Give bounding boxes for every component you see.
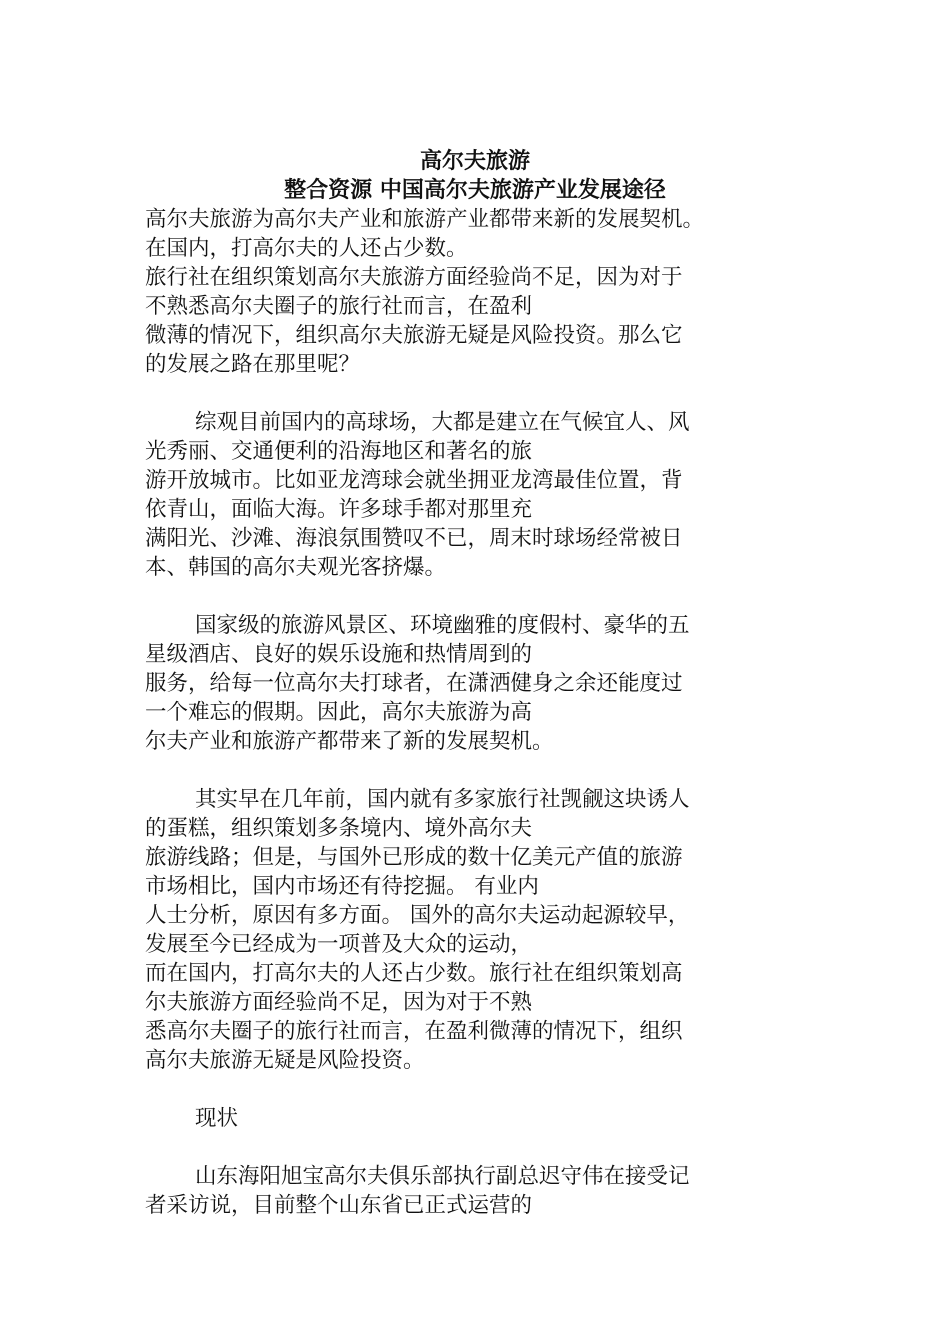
body-line: 一个难忘的假期。因此，高尔夫旅游为高 xyxy=(145,700,533,725)
body-line: 旅游线路；但是，与国外已形成的数十亿美元产值的旅游 xyxy=(145,845,683,870)
body-line: 光秀丽、交通便利的沿海地区和著名的旅 xyxy=(145,439,533,464)
body-line: 星级酒店、良好的娱乐设施和热情周到的 xyxy=(145,642,533,667)
body-line: 旅行社在组织策划高尔夫旅游方面经验尚不足，因为对于 xyxy=(145,265,683,290)
paragraph-gap xyxy=(145,379,945,408)
body-line: 其实早在几年前，国内就有多家旅行社觊觎这块诱人 xyxy=(195,787,690,812)
body-line: 国家级的旅游风景区、环境幽雅的度假村、豪华的五 xyxy=(195,613,690,638)
body-line: 的发展之路在那里呢？ xyxy=(145,352,361,377)
body-line: 而在国内，打高尔夫的人还占少数。旅行社在组织策划高 xyxy=(145,961,683,986)
body-line: 的蛋糕，组织策划多条境内、境外高尔夫 xyxy=(145,816,533,841)
body-line: 尔夫产业和旅游产都带来了新的发展契机。 xyxy=(145,729,554,754)
body-line: 悉高尔夫圈子的旅行社而言，在盈利微薄的情况下，组织 xyxy=(145,1019,683,1044)
body-line: 综观目前国内的高球场，大都是建立在气候宜人、风 xyxy=(195,410,690,435)
body-line: 高尔夫旅游无疑是风险投资。 xyxy=(145,1048,425,1073)
paragraph-gap xyxy=(145,756,945,785)
document-body xyxy=(145,205,945,1220)
body-line: 服务，给每一位高尔夫打球者，在潇洒健身之余还能度过 xyxy=(145,671,683,696)
body-line: 山东海阳旭宝高尔夫俱乐部执行副总迟守伟在接受记 xyxy=(195,1164,690,1189)
body-line: 者采访说，目前整个山东省已正式运营的 xyxy=(145,1193,533,1218)
body-line: 游开放城市。比如亚龙湾球会就坐拥亚龙湾最佳位置，背 xyxy=(145,468,683,493)
paragraph-gap xyxy=(145,582,945,611)
body-line: 发展至今已经成为一项普及大众的运动， xyxy=(145,932,533,957)
body-line: 高尔夫旅游为高尔夫产业和旅游产业都带来新的发展契机。 xyxy=(145,207,705,232)
body-line: 市场相比，国内市场还有待挖掘。 有业内 xyxy=(145,874,539,899)
body-line: 不熟悉高尔夫圈子的旅行社而言，在盈利 xyxy=(145,294,533,319)
body-line: 依青山，面临大海。许多球手都对那里充 xyxy=(145,497,533,522)
document-subtitle: 整合资源 中国高尔夫旅游产业发展途径 xyxy=(284,177,666,203)
document-title: 高尔夫旅游 xyxy=(419,148,530,174)
paragraph-gap xyxy=(145,1133,945,1162)
body-line: 人士分析，原因有多方面。 国外的高尔夫运动起源较早， xyxy=(145,903,690,928)
body-line: 微薄的情况下，组织高尔夫旅游无疑是风险投资。那么它 xyxy=(145,323,683,348)
paragraph-gap xyxy=(145,1075,945,1104)
section-heading: 现状 xyxy=(195,1106,239,1131)
body-line: 尔夫旅游方面经验尚不足，因为对于不熟 xyxy=(145,990,533,1015)
body-line: 本、韩国的高尔夫观光客挤爆。 xyxy=(145,555,447,580)
body-line: 在国内，打高尔夫的人还占少数。 xyxy=(145,236,468,261)
body-line: 满阳光、沙滩、海浪氛围赞叹不已，周末时球场经常被日 xyxy=(145,526,683,551)
